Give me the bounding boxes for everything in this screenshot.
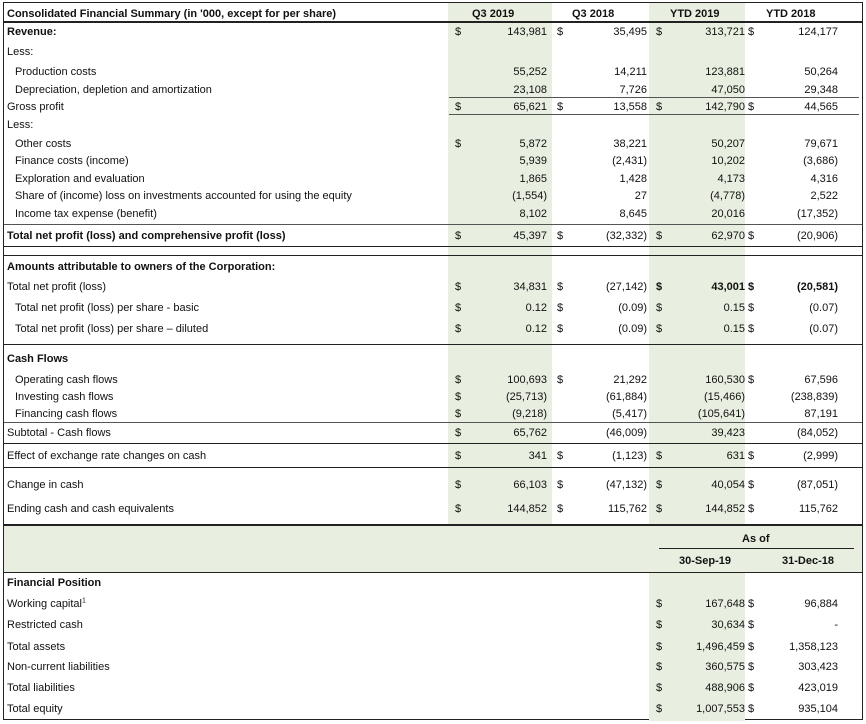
value-cell: (1,123) <box>612 450 647 462</box>
value-cell: 67,596 <box>804 374 838 386</box>
dollar-sign: $ <box>656 661 663 673</box>
value-cell: 44,565 <box>804 101 838 113</box>
value-cell: 935,104 <box>798 703 838 715</box>
dollar-sign: $ <box>748 230 755 242</box>
row-label: Less: <box>7 119 34 131</box>
dollar-sign: $ <box>557 26 564 38</box>
value-cell: 2,522 <box>810 190 838 202</box>
dollar-sign: $ <box>557 230 564 242</box>
value-cell: (0.07) <box>809 323 838 335</box>
value-cell: (4,778) <box>710 190 745 202</box>
value-cell: (20,581) <box>797 281 838 293</box>
value-cell: 38,221 <box>613 138 647 150</box>
value-cell: 40,054 <box>711 479 745 491</box>
value-cell: 29,348 <box>804 84 838 96</box>
dollar-sign: $ <box>748 281 755 293</box>
value-cell: (32,332) <box>606 230 647 242</box>
dollar-sign: $ <box>557 302 564 314</box>
value-cell: (20,906) <box>797 230 838 242</box>
footnote-marker: 1 <box>82 597 86 605</box>
value-cell: 0.12 <box>525 302 547 314</box>
row-label: Operating cash flows <box>15 374 118 386</box>
dollar-sign: $ <box>748 323 755 335</box>
row-label: Change in cash <box>7 479 84 491</box>
dollar-sign: $ <box>455 138 462 150</box>
value-cell: (105,641) <box>697 408 745 420</box>
col-ytd-2018: YTD 2018 <box>766 8 816 20</box>
value-cell: (2,431) <box>612 155 647 167</box>
dollar-sign: $ <box>748 374 755 386</box>
value-cell: 62,970 <box>711 230 745 242</box>
value-cell: 55,252 <box>513 66 547 78</box>
table-title: Consolidated Financial Summary (in '000, except for per share) <box>7 8 337 20</box>
value-cell: 30,634 <box>711 619 745 631</box>
value-cell: (0.07) <box>809 302 838 314</box>
dollar-sign: $ <box>656 281 663 293</box>
as-of-label: As of <box>742 533 770 545</box>
value-cell: - <box>834 619 838 631</box>
value-cell: 123,881 <box>705 66 745 78</box>
value-cell: 360,575 <box>705 661 745 673</box>
dollar-sign: $ <box>455 302 462 314</box>
row-label: Gross profit <box>7 101 64 113</box>
value-cell: (46,009) <box>606 427 647 439</box>
row-label: Less: <box>7 46 34 58</box>
value-cell: 423,019 <box>798 682 838 694</box>
dollar-sign: $ <box>656 703 663 715</box>
row-label: Restricted cash <box>7 619 83 631</box>
value-cell: (84,052) <box>797 427 838 439</box>
row-label <box>7 597 86 611</box>
value-cell: 66,103 <box>513 479 547 491</box>
row-label: Effect of exchange rate changes on cash <box>7 450 207 462</box>
value-cell: 100,693 <box>507 374 547 386</box>
value-cell: 4,173 <box>717 173 745 185</box>
dollar-sign: $ <box>748 101 755 113</box>
q3-2019-column-shade <box>448 3 552 525</box>
row-label: Total assets <box>7 641 66 653</box>
value-cell: 35,495 <box>613 26 647 38</box>
value-cell: 5,939 <box>519 155 547 167</box>
dollar-sign: $ <box>557 503 564 515</box>
value-cell: 20,016 <box>711 208 745 220</box>
row-label: Total liabilities <box>7 682 75 694</box>
value-cell: 303,423 <box>798 661 838 673</box>
dollar-sign: $ <box>748 703 755 715</box>
value-cell: (87,051) <box>797 479 838 491</box>
value-cell: 142,790 <box>705 101 745 113</box>
section-heading: Amounts attributable to owners of the Corporation: <box>7 261 276 273</box>
value-cell: 0.12 <box>525 323 547 335</box>
dollar-sign: $ <box>748 302 755 314</box>
dollar-sign: $ <box>455 230 462 242</box>
value-cell: 23,108 <box>513 84 547 96</box>
value-cell: 10,202 <box>711 155 745 167</box>
dollar-sign: $ <box>455 323 462 335</box>
dollar-sign: $ <box>748 598 755 610</box>
row-label: Total net profit (loss) per share – diluted <box>15 323 209 335</box>
dollar-sign: $ <box>455 101 462 113</box>
value-cell: 1,007,553 <box>696 703 745 715</box>
value-cell: (25,713) <box>506 391 547 403</box>
col-q3-2018: Q3 2018 <box>572 8 615 20</box>
value-cell: 96,884 <box>804 598 838 610</box>
dollar-sign: $ <box>748 619 755 631</box>
value-cell: 79,671 <box>804 138 838 150</box>
value-cell: 50,207 <box>711 138 745 150</box>
dollar-sign: $ <box>455 479 462 491</box>
value-cell: 115,762 <box>608 503 647 515</box>
value-cell: 39,423 <box>711 427 745 439</box>
row-label: Total net profit (loss) <box>7 281 107 293</box>
row-label: Total net profit (loss) and comprehensive profit (loss) <box>7 230 286 242</box>
value-cell: 87,191 <box>804 408 838 420</box>
dollar-sign: $ <box>748 26 755 38</box>
dollar-sign: $ <box>656 450 663 462</box>
dollar-sign: $ <box>656 26 663 38</box>
value-cell: 313,721 <box>705 26 745 38</box>
as-of-header-shade <box>4 525 862 573</box>
value-cell: 1,428 <box>619 173 647 185</box>
row-label: Total equity <box>7 703 63 715</box>
value-cell: 50,264 <box>804 66 838 78</box>
dollar-sign: $ <box>748 479 755 491</box>
row-label: Share of (income) loss on investments accounted for using the equity <box>15 190 352 202</box>
row-label: Total net profit (loss) per share - basic <box>15 302 200 314</box>
value-cell: 7,726 <box>619 84 647 96</box>
dollar-sign: $ <box>656 682 663 694</box>
value-cell: (47,132) <box>606 479 647 491</box>
value-cell: 13,558 <box>613 101 647 113</box>
working-capital-label: Working capital <box>7 598 82 610</box>
dollar-sign: $ <box>455 503 462 515</box>
dollar-sign: $ <box>455 281 462 293</box>
dollar-sign: $ <box>748 661 755 673</box>
value-cell: (5,417) <box>612 408 647 420</box>
section-heading: Financial Position <box>7 577 102 589</box>
value-cell: (2,999) <box>803 450 838 462</box>
row-label: Revenue: <box>7 26 57 38</box>
value-cell: 45,397 <box>513 230 547 242</box>
value-cell: 4,316 <box>810 173 838 185</box>
value-cell: 14,211 <box>614 66 647 78</box>
dollar-sign: $ <box>557 374 564 386</box>
value-cell: 1,865 <box>519 173 547 185</box>
value-cell: 144,852 <box>705 503 745 515</box>
value-cell: 341 <box>528 450 547 462</box>
value-cell: 47,050 <box>711 84 745 96</box>
dollar-sign: $ <box>656 302 663 314</box>
dollar-sign: $ <box>748 682 755 694</box>
dollar-sign: $ <box>455 408 462 420</box>
section-heading: Cash Flows <box>7 353 69 365</box>
value-cell: 160,530 <box>705 374 745 386</box>
value-cell: 124,177 <box>798 26 838 38</box>
value-cell: 8,645 <box>619 208 647 220</box>
dollar-sign: $ <box>557 479 564 491</box>
value-cell: 1,496,459 <box>696 641 745 653</box>
row-label: Non-current liabilities <box>7 661 110 673</box>
financial-summary-table <box>3 2 863 720</box>
dollar-sign: $ <box>748 641 755 653</box>
value-cell: 43,001 <box>711 281 745 293</box>
value-cell: 65,762 <box>513 427 547 439</box>
dollar-sign: $ <box>455 450 462 462</box>
row-label: Production costs <box>15 66 97 78</box>
value-cell: (61,884) <box>606 391 647 403</box>
dollar-sign: $ <box>455 374 462 386</box>
value-cell: 0.15 <box>723 323 745 335</box>
dollar-sign: $ <box>748 450 755 462</box>
value-cell: 0.15 <box>723 302 745 314</box>
value-cell: (0.09) <box>618 323 647 335</box>
dollar-sign: $ <box>557 450 564 462</box>
ytd-2019-column-shade <box>649 3 745 525</box>
dollar-sign: $ <box>455 427 462 439</box>
dollar-sign: $ <box>557 323 564 335</box>
value-cell: (1,554) <box>512 190 547 202</box>
value-cell: 8,102 <box>519 208 547 220</box>
value-cell: 488,906 <box>705 682 745 694</box>
dollar-sign: $ <box>656 619 663 631</box>
value-cell: (238,839) <box>790 391 838 403</box>
dollar-sign: $ <box>557 281 564 293</box>
row-label: Depreciation, depletion and amortization <box>15 84 212 96</box>
value-cell: 631 <box>726 450 745 462</box>
value-cell: (27,142) <box>606 281 647 293</box>
dollar-sign: $ <box>656 479 663 491</box>
value-cell: 167,648 <box>705 598 745 610</box>
row-label: Other costs <box>15 138 72 150</box>
value-cell: 115,762 <box>799 503 838 515</box>
dollar-sign: $ <box>455 26 462 38</box>
value-cell: 143,981 <box>507 26 547 38</box>
value-cell: 65,621 <box>513 101 547 113</box>
dollar-sign: $ <box>656 323 663 335</box>
dollar-sign: $ <box>455 391 462 403</box>
value-cell: 1,358,123 <box>789 641 838 653</box>
dollar-sign: $ <box>656 230 663 242</box>
value-cell: (9,218) <box>512 408 547 420</box>
row-label: Income tax expense (benefit) <box>15 208 157 220</box>
row-label: Financing cash flows <box>15 408 118 420</box>
dollar-sign: $ <box>748 503 755 515</box>
value-cell: 144,852 <box>507 503 547 515</box>
value-cell: (3,686) <box>803 155 838 167</box>
col-ytd-2019: YTD 2019 <box>670 8 720 20</box>
value-cell: (17,352) <box>797 208 838 220</box>
row-label: Ending cash and cash equivalents <box>7 503 174 515</box>
col-31-dec-18: 31-Dec-18 <box>782 555 834 567</box>
value-cell: (0.09) <box>618 302 647 314</box>
row-label: Exploration and evaluation <box>15 173 145 185</box>
dollar-sign: $ <box>557 101 564 113</box>
value-cell: 27 <box>634 190 647 202</box>
row-label: Finance costs (income) <box>15 155 129 167</box>
dollar-sign: $ <box>656 641 663 653</box>
dollar-sign: $ <box>656 598 663 610</box>
col-30-sep-19: 30-Sep-19 <box>679 555 731 567</box>
value-cell: 5,872 <box>519 138 547 150</box>
dollar-sign: $ <box>656 101 663 113</box>
value-cell: 34,831 <box>513 281 547 293</box>
col-q3-2019: Q3 2019 <box>472 8 515 20</box>
dollar-sign: $ <box>656 503 663 515</box>
value-cell: 21,292 <box>613 374 647 386</box>
row-label: Investing cash flows <box>15 391 114 403</box>
row-label: Subtotal - Cash flows <box>7 427 111 439</box>
value-cell: (15,466) <box>704 391 745 403</box>
